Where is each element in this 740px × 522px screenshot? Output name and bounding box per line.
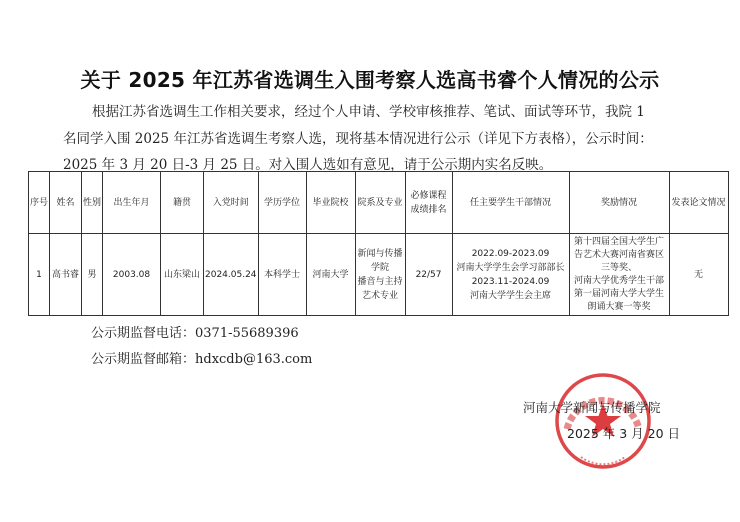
cell-party-date: 2024.05.24 (204, 234, 259, 316)
cell-awards (569, 234, 669, 316)
header-index: 序号 (29, 172, 50, 234)
header-name: 姓名 (50, 172, 82, 234)
paragraph-line-2: 名同学入围 2025 年江苏省选调生考察人选，现将基本情况进行公示（详见下方表格），公示时间： (63, 131, 653, 147)
awards-line: 三等奖、 (601, 262, 638, 273)
signature-org: 河南大学新闻与传播学院 (523, 400, 661, 415)
header-awards: 奖励情况 (569, 172, 669, 234)
cell-rank: 22/57 (405, 234, 452, 316)
official-seal-icon (553, 371, 653, 471)
cell-index: 1 (29, 234, 50, 316)
awards-line: 朗诵大赛一等奖 (587, 301, 651, 312)
signature-date: 2025 年 3 月 20 日 (567, 426, 681, 441)
awards-line: 河南大学优秀学生干部 (574, 275, 665, 286)
header-department: 院系及专业 (355, 172, 405, 234)
cell-birth: 2003.08 (103, 234, 161, 316)
department-line: 艺术专业 (362, 290, 399, 301)
table-header-row (29, 172, 729, 234)
header-rank: 必修课程成绩排名 (405, 172, 452, 234)
contact-phone: 公示期监督电话：0371-55689396 (91, 326, 299, 341)
department-line: 学院 (371, 262, 390, 273)
paragraph-line-1: 根据江苏省选调生工作相关要求，经过个人申请、学校审核推荐、笔试、面试等环节，我院 1 (92, 104, 645, 120)
awards-line: 告艺术大赛河南省赛区 (574, 249, 665, 260)
cadre-line: 河南大学学生会学习部部长 (456, 262, 565, 273)
cell-gender: 男 (82, 234, 103, 316)
cell-name: 高书睿 (50, 234, 82, 316)
awards-line: 第一届河南大学大学生 (574, 288, 665, 299)
header-cadre: 任主要学生干部情况 (452, 172, 569, 234)
cadre-line: 河南大学学生会主席 (470, 290, 552, 301)
table-row (29, 234, 729, 316)
document-title: 关于 2025 年江苏省选调生入围考察人选高书睿个人情况的公示 (80, 68, 660, 92)
cell-department (355, 234, 405, 316)
cadre-line: 2022.09-2023.09 (471, 248, 550, 259)
department-line: 播音与主持 (357, 276, 403, 287)
cadre-line: 2023.11-2024.09 (471, 276, 550, 287)
candidate-table (28, 171, 729, 316)
header-gender: 性别 (82, 172, 103, 234)
header-party-date: 入党时间 (204, 172, 259, 234)
department-line: 新闻与传播 (357, 248, 403, 259)
awards-line: 第十四届全国大学生广 (574, 236, 665, 247)
paragraph-line-3: 2025 年 3 月 20 日-3 月 25 日。对入围人选如有意见，请于公示期内实名反映。 (63, 157, 553, 173)
cell-degree: 本科学士 (258, 234, 306, 316)
header-degree: 学历学位 (258, 172, 306, 234)
cell-cadre (452, 234, 569, 316)
header-school: 毕业院校 (306, 172, 355, 234)
cell-papers: 无 (669, 234, 728, 316)
cell-school: 河南大学 (306, 234, 355, 316)
header-papers: 发表论文情况 (669, 172, 728, 234)
cell-origin: 山东梁山 (161, 234, 204, 316)
header-birth: 出生年月 (103, 172, 161, 234)
contact-email: 公示期监督邮箱：hdxcdb@163.com (91, 352, 313, 367)
header-origin: 籍贯 (161, 172, 204, 234)
